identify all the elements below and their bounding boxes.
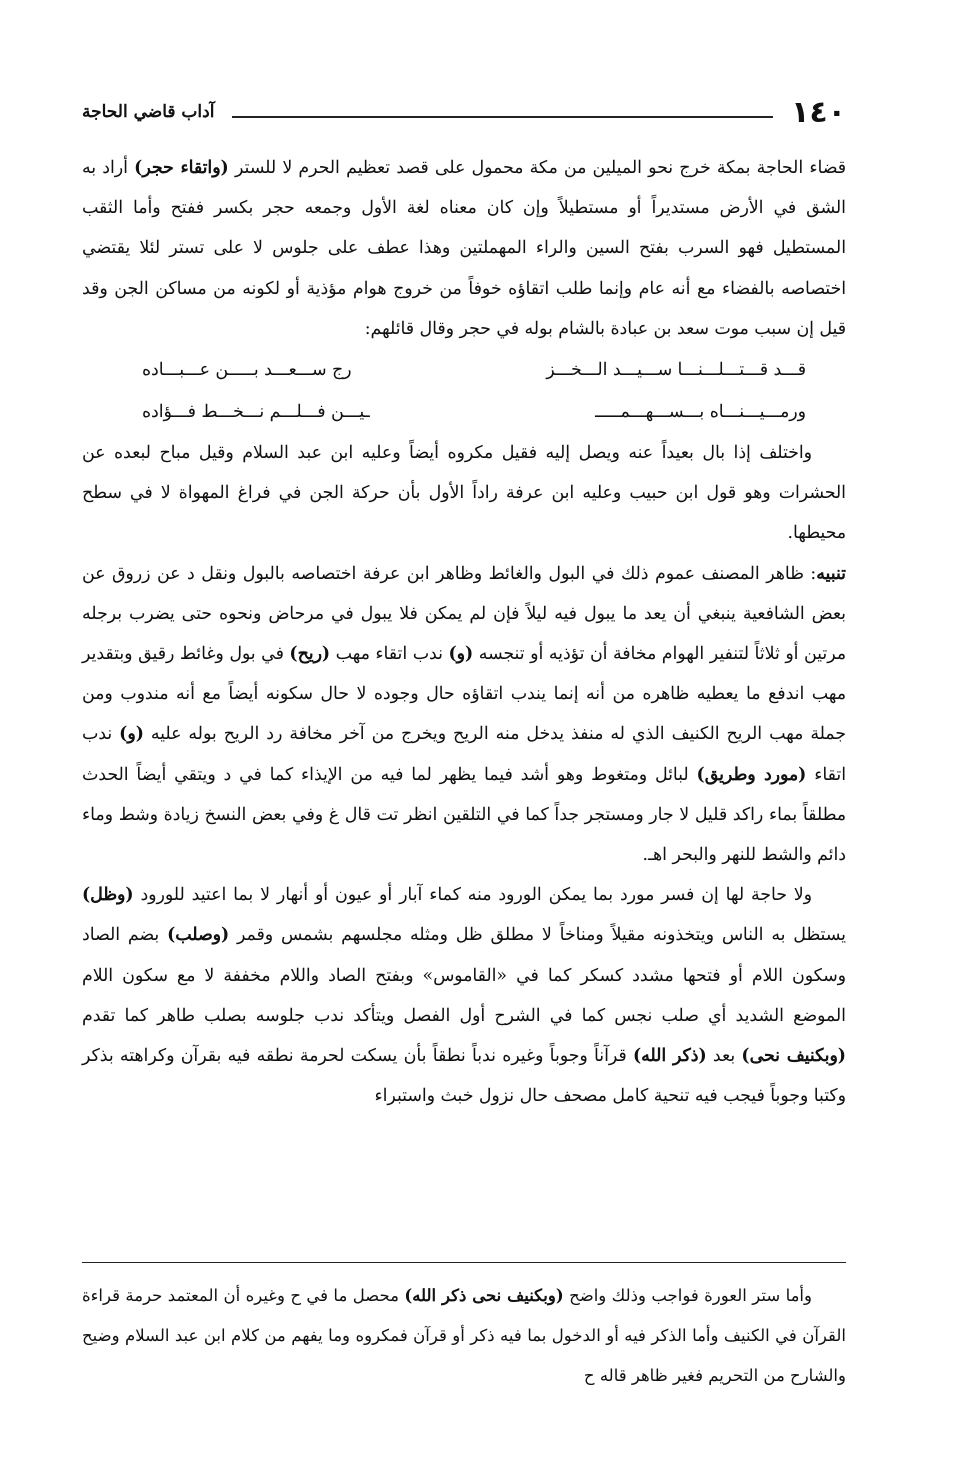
verse-2-first-hemistich: ورمـــيـــنـــاه بـــســـهـــمـــــ <box>595 402 806 423</box>
running-title: آداب قاضي الحاجة <box>82 102 215 122</box>
verse-1-second-hemistich: رج ســـعـــد بـــــن عـــبـــاده <box>142 360 352 381</box>
footnotes <box>82 1276 846 1396</box>
header-rule <box>232 116 773 118</box>
footnote-paragraph: وأما ستر العورة فواجب وذلك واضح (وبكنيف نحى ذكر الله) محصل ما في ح وغيره أن المعتمد حرمة قراءة القرآن في الكنيف وأما الذكر فيه أو الدخول بما فيه ذكر أو قرآن فمكروه وما يفهم من كلام ابن عبد السلام وضيح والشارح من التحريم فغير ظاهر قاله ح <box>82 1286 846 1385</box>
verse-2-second-hemistich: ـيـــن فـــلـــم نـــخـــط فـــؤاده <box>142 402 370 423</box>
main-text <box>82 148 846 1116</box>
paragraph-4: ولا حاجة لها إن فسر مورد بما يمكن الورود منه كماء آبار أو عيون أو أنهار لا بما اعتيد للورود (وظل) يستظل به الناس ويتخذونه مقيلاً ومناخاً لا مطلق ظل ومثله مجلسهم بشمس وقمر (وصلب) بضم الصاد وسكون اللام أو فتحها مشدد كسكر كما في «القاموس» وبفتح الصاد واللام مخففة لا مع سكون اللام الموضع الشديد أي صلب نجس كما في الشرح أول الفصل ويتأكد ندب جلوسه بصلب طاهر كما تقدم (وبكنيف نحى) بعد (ذكر الله) قرآناً وجوباً وغيره ندباً نطقاً بأن يسكت لحرمة نطقه فيه بقرآن وكراهته بذكر وكتبا وجوباً فيجب فيه تنحية كامل مصحف حال نزول خبث واستبراء <box>82 885 846 1107</box>
page-number: ١٤٠ <box>791 94 846 130</box>
verse-line-2 <box>82 391 846 433</box>
verse-1-first-hemistich: قـــد قـــتـــلـــنـــا ســـيـــد الـــخـــز <box>546 360 806 381</box>
verse-line-1 <box>82 349 846 391</box>
paragraph-1: قضاء الحاجة بمكة خرج نحو الميلين من مكة محمول على قصد تعظيم الحرم لا للستر (واتقاء حجر) أراد به الشق في الأرض مستديراً أو مستطيلاً وإن كان معناه لغة الأول وجمعه حجر بكسر ففتح وأما الثقب المستطيل فهو السرب بفتح السين والراء المهملتين وهذا عطف على جلوس لا على تستر لئلا يقتضي اختصاصه بالفضاء مع أنه عام وإنما طلب اتقاؤه خوفاً من خروج هوام مؤذية أو لكونه من مساكن الجن وقد قيل إن سبب موت سعد بن عبادة بالشام بوله في حجر وقال قائلهم: <box>82 158 846 339</box>
footnote-separator <box>82 1262 846 1263</box>
page-header <box>82 92 846 132</box>
paragraph-2: واختلف إذا بال بعيداً عنه ويصل إليه فقيل مكروه أيضاً وعليه ابن عبد السلام وقيل مباح لبعده عن الحشرات وهو قول ابن حبيب وعليه ابن عرفة راداً الأول بأن حركة الجن في فراغ المهواة لا في سطح محيطها. <box>82 443 846 544</box>
paragraph-3-notice: تنبيه: ظاهر المصنف عموم ذلك في البول والغائط وظاهر ابن عرفة اختصاصه بالبول ونقل د عن زروق عن بعض الشافعية ينبغي أن يعد ما يبول فيه ليلاً فإن لم يمكن فلا يبول في مرحاض ونحوه حتى يضرب برجله مرتين أو ثلاثاً لتنفير الهوام مخافة أن تؤذيه أو تنجسه (و) ندب اتقاء مهب (ريح) في بول وغائط رقيق وبتقدير مهب اندفع ما يعطيه ظاهره من أنه إنما يندب اتقاؤه حال وجوده لا حال سكونه أيضاً مع أنه مندوب ومن جملة مهب الريح الكنيف الذي له منفذ يدخل منه الريح ويخرج من آخر مخافة رد الريح بوله عليه (و) ندب اتقاء (مورد وطريق) لبائل ومتغوط وهو أشد فيما يظهر لما فيه من الإيذاء كما في د ويتقي أيضاً الحدث مطلقاً بماء راكد قليل لا جار ومستجر جداً كما في التلقين انظر تت قال غ وفي بعض النسخ زيادة وشط وماء دائم والشط للنهر والبحر اهـ. <box>82 563 847 866</box>
